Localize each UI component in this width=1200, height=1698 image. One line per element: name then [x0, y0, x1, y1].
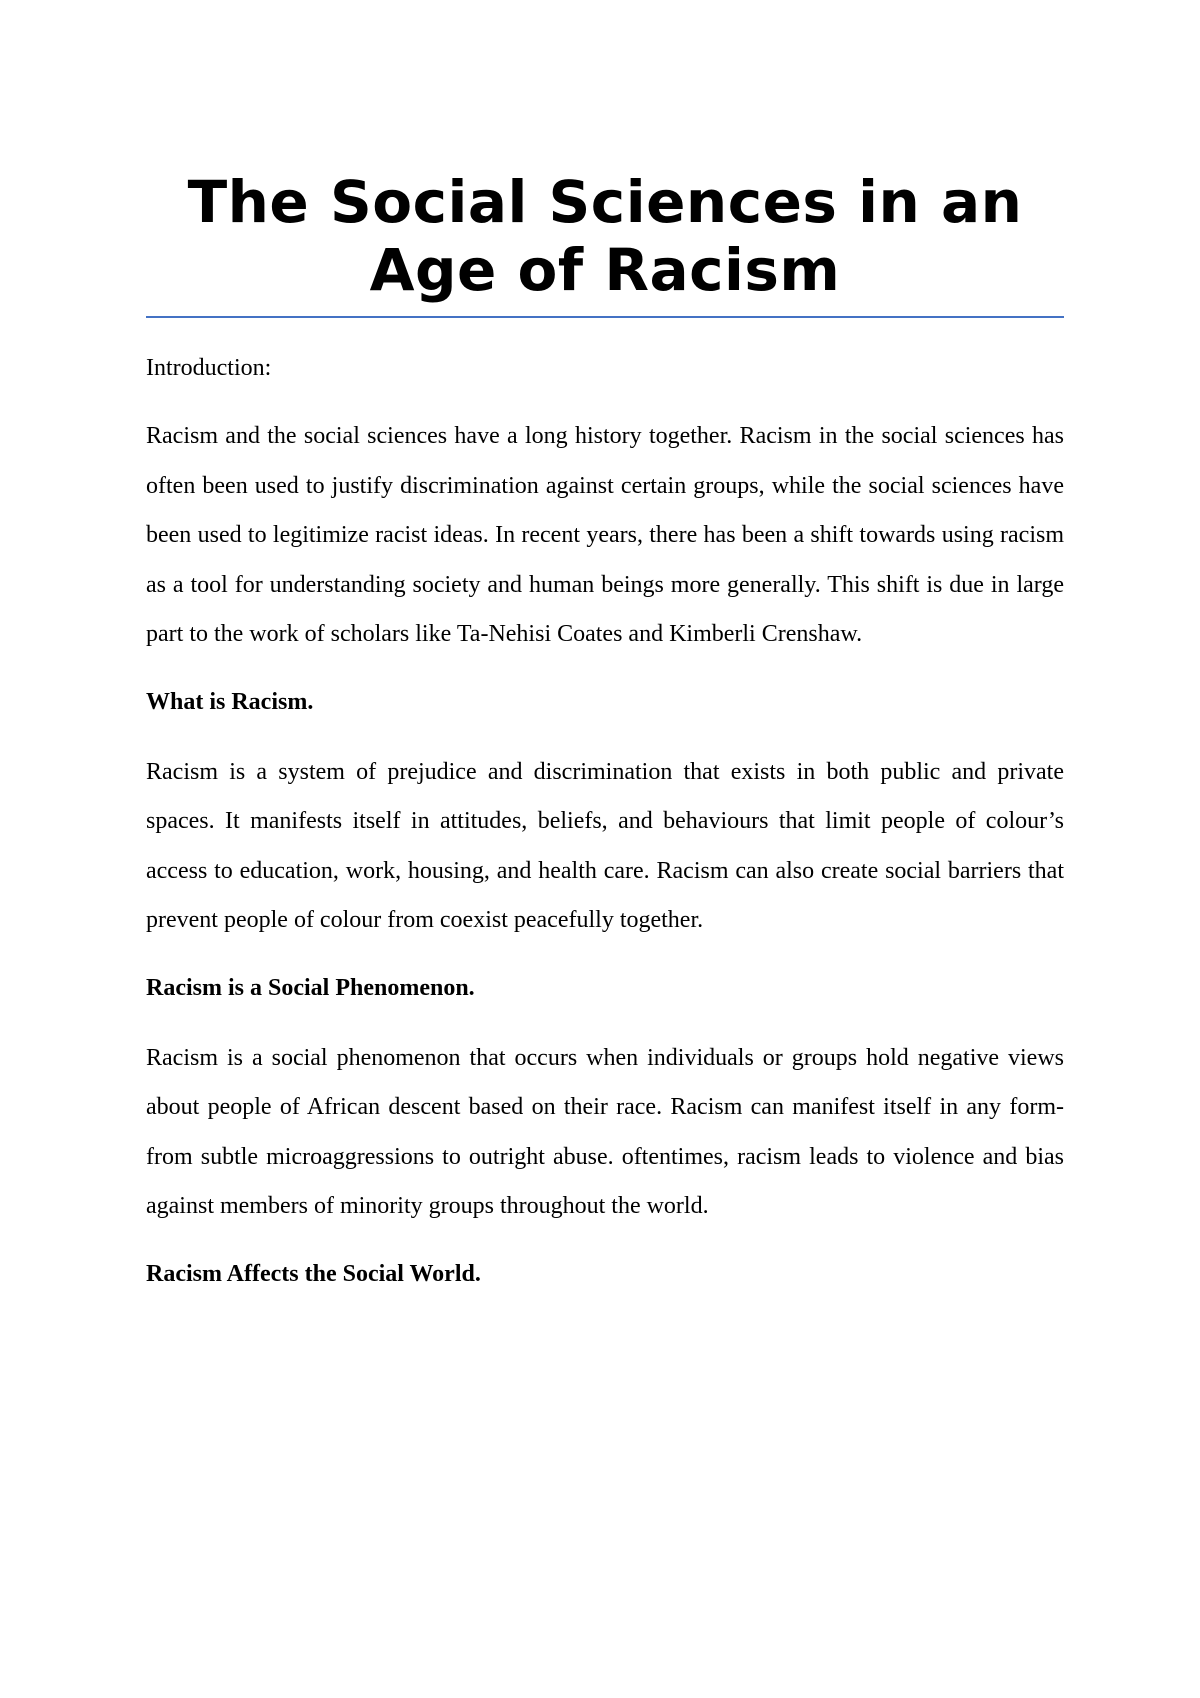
section-heading-affects-social-world: Racism Affects the Social World.	[146, 1260, 481, 1287]
document-body	[146, 168, 1064, 1294]
title-underline-rule	[146, 316, 1064, 318]
document-title: The Social Sciences in an Age of Racism	[187, 168, 1023, 304]
section-paragraph-social-phenomenon: Racism is a social phenomenon that occurs when individuals or groups hold negative views about people of African descent based on their race. Racism can manifest itself in any form- from subtle microaggressions to outright abuse. oftentimes, racism leads to violence and bias against members of minority groups throughout the world.	[146, 1044, 1064, 1219]
section-heading-social-phenomenon: Racism is a Social Phenomenon.	[146, 974, 475, 1001]
section-paragraph-what-is-racism: Racism is a system of prejudice and discrimination that exists in both public and private spaces. It manifests itself in attitudes, beliefs, and behaviours that limit people of colour’s access to education, work, housing, and health care. Racism can also create social barriers that prevent people of colour from coexist peacefully together.	[146, 758, 1064, 933]
section-heading-what-is-racism: What is Racism.	[146, 688, 314, 715]
intro-paragraph: Racism and the social sciences have a long history together. Racism in the social sciences has often been used to justify discrimination against certain groups, while the social sciences have been used to legitimize racist ideas. In recent years, there has been a shift towards using racism as a tool for understanding society and human beings more generally. This shift is due in large part to the work of scholars like Ta-Nehisi Coates and Kimberli Crenshaw.	[146, 423, 1064, 647]
intro-label: Introduction:	[146, 355, 272, 381]
